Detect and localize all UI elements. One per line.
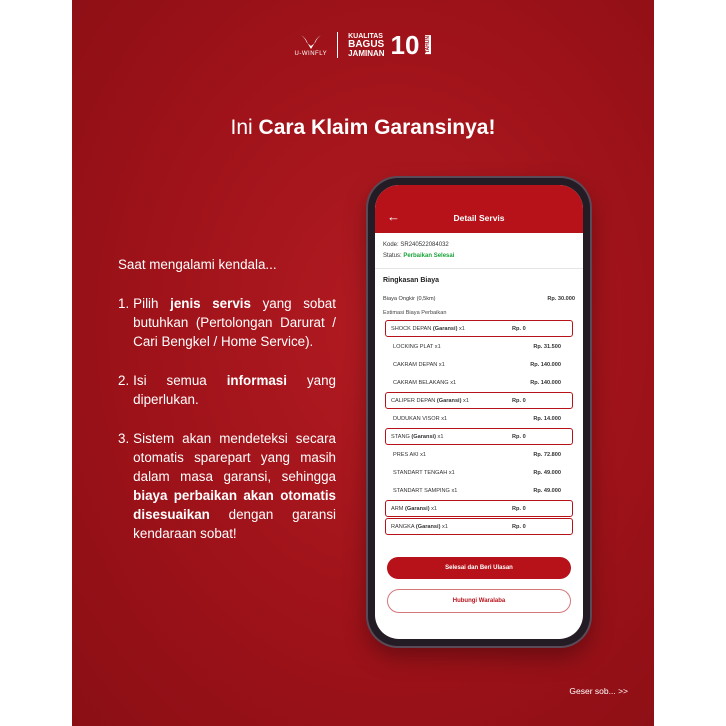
item-qty: x1	[450, 379, 457, 386]
item-qty: x1	[448, 469, 455, 476]
list-item	[385, 374, 573, 391]
item-price: Rp. 0	[512, 433, 526, 440]
badge-line-3: JAMINAN	[348, 48, 385, 58]
item-name-text: DUDUKAN VISOR	[393, 415, 440, 422]
list-item	[385, 482, 573, 499]
step-text-bold: informasi	[226, 373, 287, 388]
item-name-text: SHOCK DEPAN	[391, 325, 432, 332]
step-text-post: yang diperlukan.	[133, 373, 336, 407]
item-warranty-tag: (Garansi)	[415, 523, 441, 530]
item-name-text: STANG	[391, 433, 410, 440]
step-1	[118, 294, 336, 351]
item-name-text: CAKRAM DEPAN	[393, 361, 438, 368]
item-qty: x1	[451, 487, 458, 494]
shipping-cost-row	[383, 296, 575, 302]
logo-divider	[337, 32, 338, 58]
item-name	[393, 344, 441, 350]
item-qty: x1	[420, 451, 426, 458]
list-item	[385, 464, 573, 481]
list-item	[385, 410, 573, 427]
section-title: Ringkasan Biaya	[383, 277, 440, 284]
item-name	[391, 506, 437, 512]
item-name	[393, 488, 457, 494]
item-qty: x1	[441, 415, 448, 422]
contact-franchise-button[interactable]: Hubungi Waralaba	[387, 589, 571, 613]
item-warranty-tag: (Garansi)	[411, 433, 436, 440]
item-name-text: STANDART SAMPING	[393, 487, 450, 494]
badge-line-2: BAGUS	[348, 38, 385, 50]
status-badge: Perbaikan Selesai	[403, 253, 455, 259]
list-item	[385, 446, 573, 463]
item-price: Rp. 49.000	[533, 469, 561, 476]
item-name	[393, 362, 445, 368]
item-name	[393, 380, 456, 386]
promo-poster	[72, 0, 654, 726]
badge-number: 10	[390, 30, 420, 60]
item-price: Rp. 31.500	[533, 343, 561, 350]
step-text	[133, 371, 336, 409]
code-value: SR240522084032	[400, 242, 449, 248]
warranty-badge-text	[348, 33, 384, 58]
service-status	[383, 251, 575, 262]
item-qty: x1	[438, 361, 445, 368]
item-name-text: STANDART TENGAH	[393, 469, 448, 476]
item-price: Rp. 0	[512, 325, 526, 332]
item-name	[393, 452, 426, 458]
app-header	[375, 185, 583, 233]
item-name-text: ARM	[391, 505, 404, 512]
shipping-cost-value: Rp. 30.000	[547, 296, 575, 302]
warranty-item-row	[385, 392, 573, 409]
item-name	[391, 434, 443, 440]
page-title: Detail Servis	[453, 213, 505, 223]
step-number: 2.	[118, 373, 130, 388]
step-2	[118, 371, 336, 409]
item-price: Rp. 72.800	[533, 451, 561, 458]
step-number: 3.	[118, 431, 130, 446]
item-warranty-tag: (Garansi)	[405, 505, 430, 512]
step-text-pre: Sistem akan mendeteksi secara otomatis sparepart yang masih dalam masa garansi, sehingga	[133, 431, 336, 484]
headline-prefix: Ini	[230, 116, 259, 139]
badge-line-1: KUALITAS	[348, 32, 383, 40]
item-qty: x1	[442, 523, 448, 530]
step-text-pre: Pilih	[133, 296, 171, 311]
step-text	[133, 429, 336, 543]
item-price: Rp. 140.000	[530, 379, 561, 386]
status-label: Status:	[383, 253, 404, 259]
step-text-bold: jenis servis	[170, 296, 251, 311]
step-text-post: dengan garansi kendaraan sobat!	[133, 507, 336, 541]
brand-name: U-WINFLY	[294, 50, 328, 57]
list-item	[385, 356, 573, 373]
item-qty: x1	[463, 397, 469, 404]
phone-mockup	[368, 178, 590, 646]
service-code	[383, 240, 575, 251]
item-name-text: CAKRAM BELAKANG	[393, 379, 449, 386]
item-name-text: CALIPER DEPAN	[391, 397, 436, 404]
item-name-text: PRES AKI	[393, 451, 419, 458]
item-warranty-tag: (Garansi)	[436, 397, 462, 404]
intro-text: Saat mengalami kendala...	[118, 257, 277, 272]
item-price: Rp. 0	[512, 505, 526, 512]
item-price: Rp. 49.000	[533, 487, 561, 494]
headline	[72, 116, 654, 140]
wing-logo-icon	[300, 34, 322, 50]
step-number: 1.	[118, 296, 130, 311]
step-text-post: yang sobat butuhkan (Pertolongan Darurat / Cari Bengkel / Home Service).	[133, 296, 336, 349]
repair-items-list	[383, 320, 575, 536]
warranty-item-row	[385, 320, 573, 337]
step-text-pre: Isi semua	[133, 373, 227, 388]
item-name	[391, 524, 448, 530]
step-3	[118, 429, 336, 543]
item-name	[391, 326, 465, 332]
item-qty: x1	[434, 343, 441, 350]
step-text	[133, 294, 336, 351]
headline-bold: Cara Klaim Garansinya!	[258, 116, 496, 139]
brand-logo	[295, 34, 328, 57]
warranty-item-row	[385, 518, 573, 535]
item-name-text: LOCKING PLAT	[393, 343, 434, 350]
list-item	[385, 338, 573, 355]
item-name	[393, 470, 455, 476]
back-arrow-icon[interactable]: ←	[387, 209, 400, 224]
warranty-item-row	[385, 500, 573, 517]
item-name	[393, 416, 447, 422]
item-price: Rp. 0	[512, 397, 526, 404]
item-warranty-tag: (Garansi)	[432, 325, 458, 332]
estimate-label: Estimasi Biaya Perbaikan	[383, 310, 447, 316]
item-qty: x1	[431, 505, 438, 512]
item-qty: x1	[459, 325, 465, 332]
item-price: Rp. 140.000	[530, 361, 561, 368]
step-text-bold: biaya perbaikan akan otomatis disesuaikan	[133, 488, 336, 522]
item-name	[391, 398, 469, 404]
shipping-cost-label: Biaya Ongkir (0,5km)	[383, 296, 436, 302]
item-name-text: RANGKA	[391, 523, 415, 530]
item-price: Rp. 0	[512, 523, 526, 530]
swipe-hint: Geser sob... >>	[569, 686, 628, 696]
code-label: Kode:	[383, 242, 401, 248]
logo-row	[72, 32, 654, 58]
badge-unit: TAHUN	[425, 36, 432, 54]
finish-and-review-button[interactable]: Selesai dan Beri Ulasan	[387, 557, 571, 579]
item-qty: x1	[437, 433, 444, 440]
instructions	[118, 255, 336, 543]
item-price: Rp. 14.000	[533, 415, 561, 422]
service-info	[375, 233, 583, 269]
cost-summary	[375, 269, 583, 536]
warranty-item-row	[385, 428, 573, 445]
phone-screen	[375, 185, 583, 639]
